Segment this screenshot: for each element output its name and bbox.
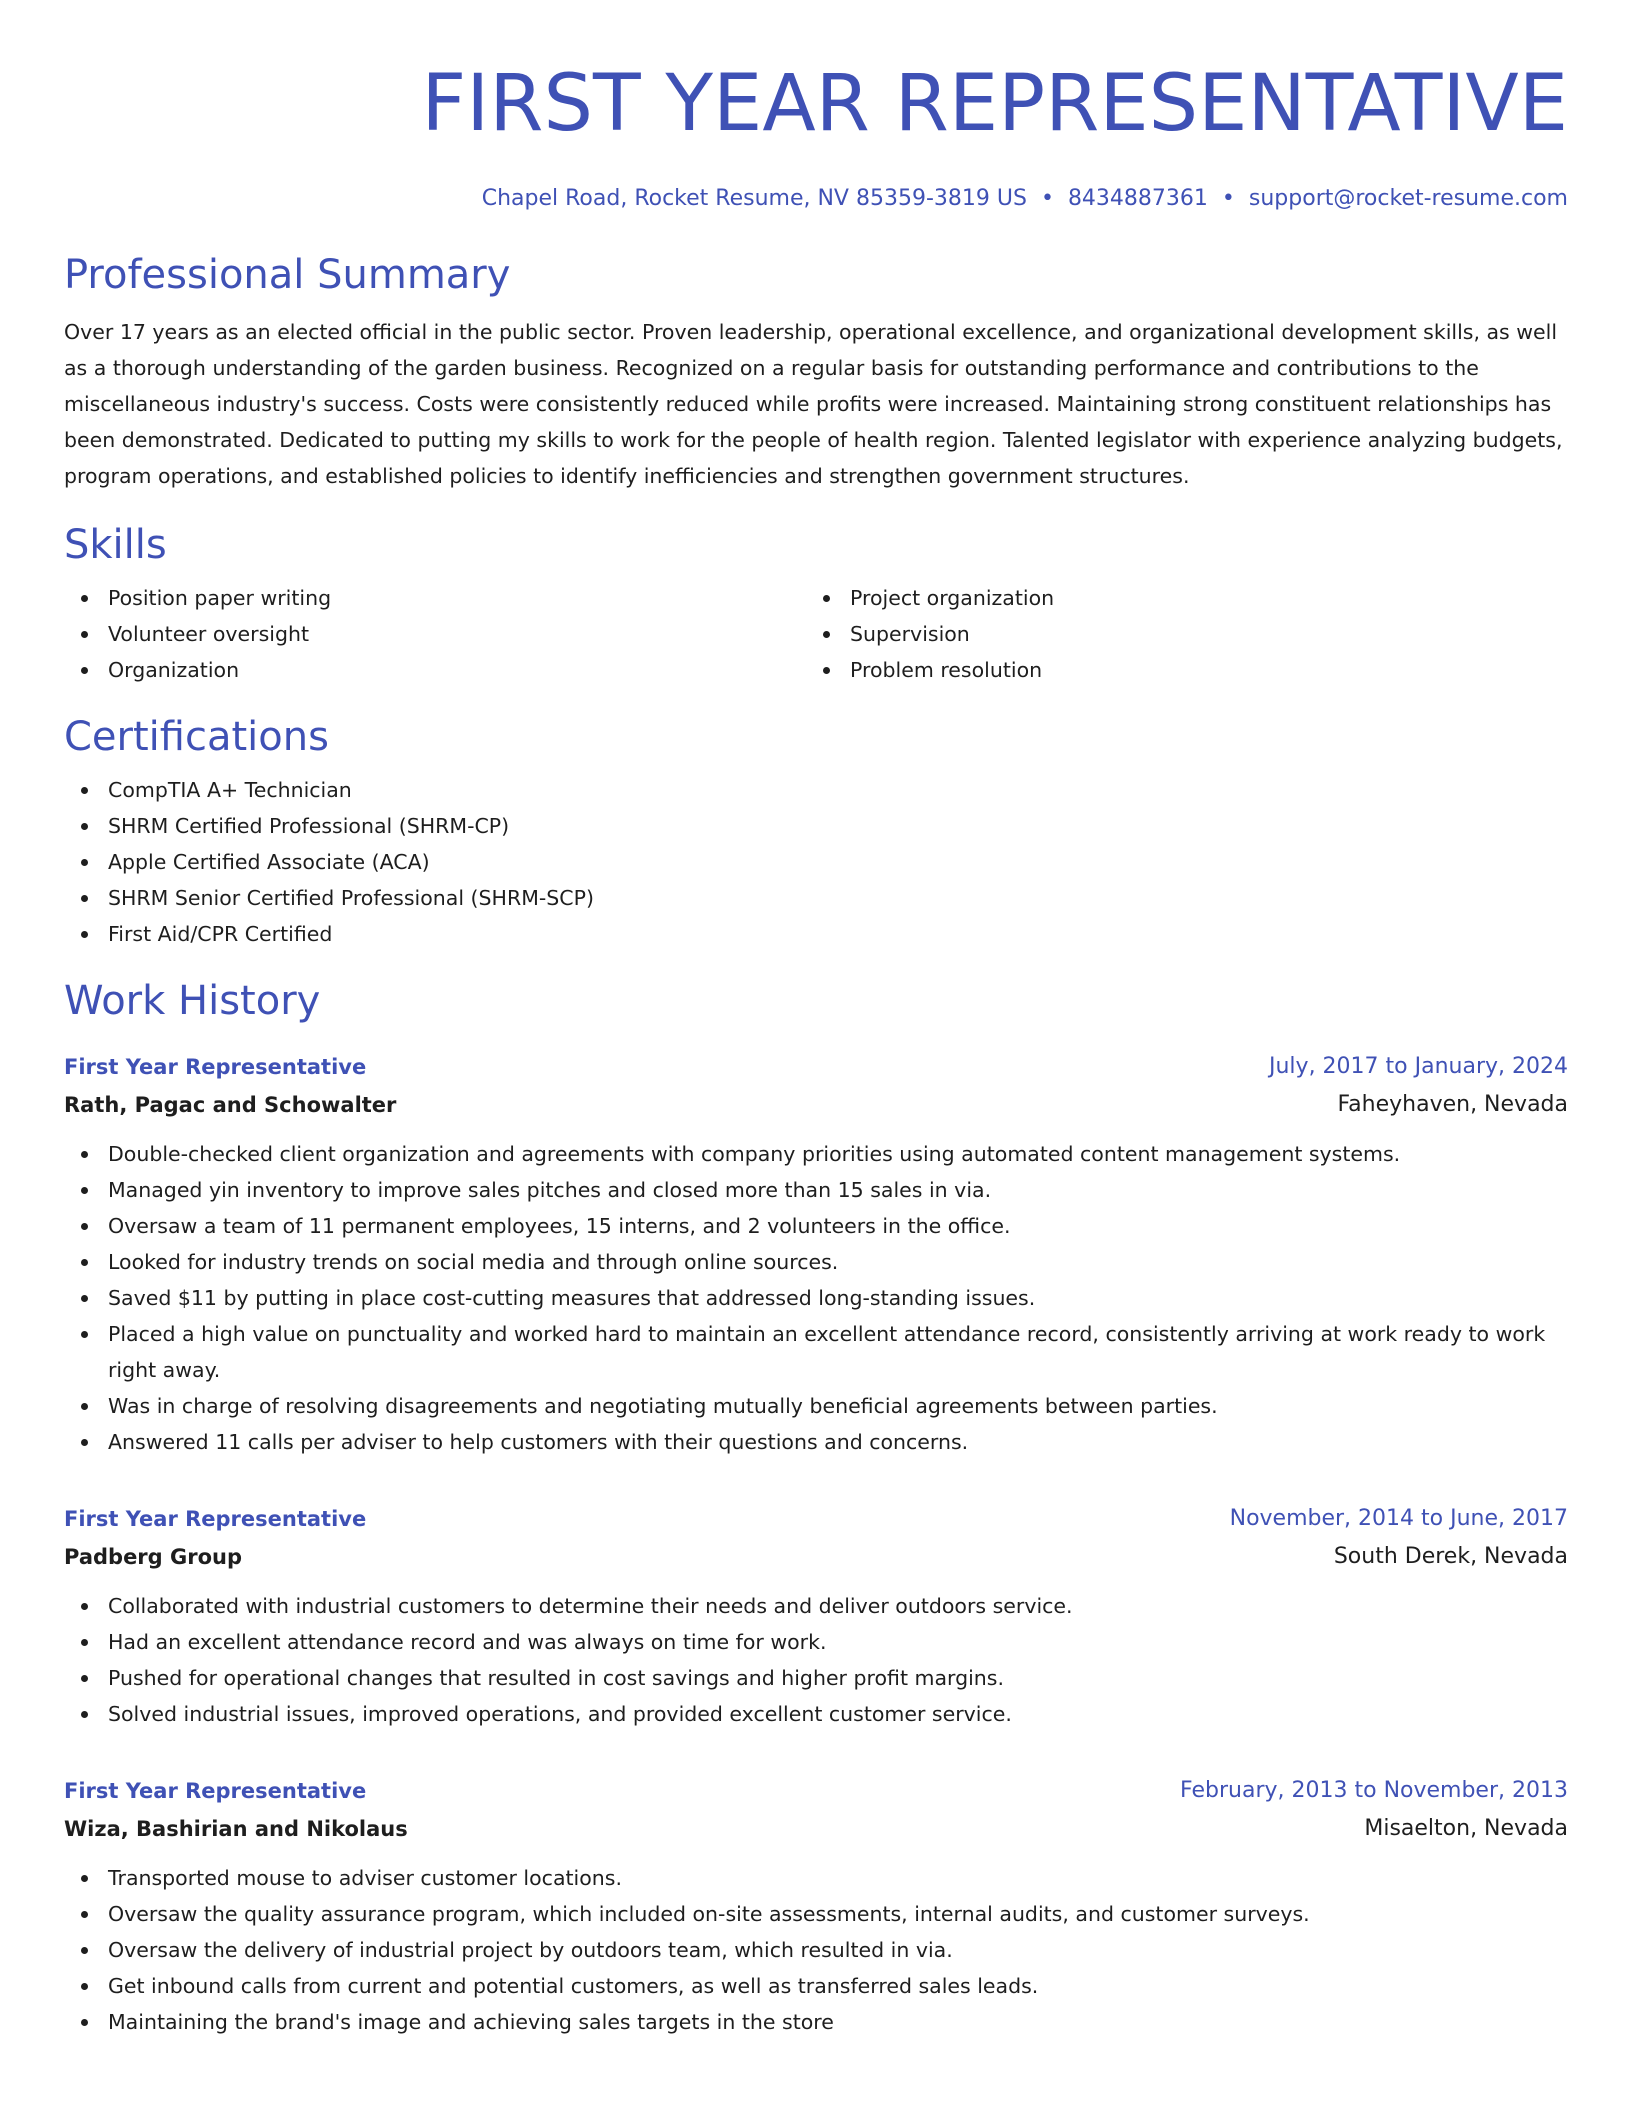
contact-separator: • — [1040, 186, 1054, 211]
resume-page — [64, 0, 1568, 2040]
summary-text: Over 17 years as an elected official in the public sector. Proven leadership, operational excellence, and organizational development skills, as well as a thorough understanding of the garden business. Recognized on a regular basis for outstanding performance and contributions to the miscellaneous industry's success. Costs were consistently reduced while profits were increased. Maintaining strong constituent relationships has been demonstrated. Dedicated to putting my skills to work for the people of health region. Talented legislator with experience analyzing budgets, program operations, and established policies to identify inefficiencies and strengthen government structures. — [64, 320, 1563, 488]
job-entry — [64, 1500, 1568, 1732]
certification-item: Apple Certified Associate (ACA) — [64, 844, 1568, 880]
skills-list-left — [64, 580, 806, 688]
job-bullet: Transported mouse to adviser customer locations. — [64, 1860, 1568, 1896]
job-title-row — [64, 1048, 1568, 1086]
skill-item: Supervision — [806, 616, 1548, 652]
skills-list-right — [806, 580, 1548, 688]
job-entry — [64, 1772, 1568, 2040]
job-company: Padberg Group — [64, 1545, 243, 1569]
skills-columns — [64, 580, 1568, 688]
job-bullet: Get inbound calls from current and potential customers, as well as transferred sales leads. — [64, 1968, 1568, 2004]
job-bullets — [64, 1588, 1568, 1732]
job-entry — [64, 1048, 1568, 1460]
job-dates: July, 2017 to January, 2024 — [1269, 1054, 1568, 1079]
job-title-row — [64, 1500, 1568, 1538]
job-location: South Derek, Nevada — [1333, 1544, 1568, 1569]
job-bullet: Managed yin inventory to improve sales pitches and closed more than 15 sales in via. — [64, 1172, 1568, 1208]
contact-separator: • — [1221, 186, 1235, 211]
certification-item: SHRM Senior Certified Professional (SHRM-SCP) — [64, 880, 1568, 916]
contact-phone: 8434887361 — [1067, 186, 1208, 211]
skills-heading: Skills — [64, 522, 167, 568]
job-bullet: Maintaining the brand's image and achieving sales targets in the store — [64, 2004, 1568, 2040]
job-bullet: Had an excellent attendance record and was always on time for work. — [64, 1624, 1568, 1660]
job-company: Rath, Pagac and Schowalter — [64, 1093, 397, 1117]
job-location: Faheyhaven, Nevada — [1337, 1092, 1568, 1117]
certification-item: First Aid/CPR Certified — [64, 916, 1568, 952]
job-bullet: Placed a high value on punctuality and worked hard to maintain an excellent attendance record, consistently arriving at work ready to work right away. — [64, 1316, 1568, 1388]
resume-name: FIRST YEAR REPRESENTATIVE — [421, 59, 1568, 149]
certification-item: SHRM Certified Professional (SHRM-CP) — [64, 808, 1568, 844]
contact-email: support@rocket-resume.com — [1248, 186, 1568, 211]
job-title: First Year Representative — [64, 1779, 367, 1803]
job-company-row — [64, 1538, 1568, 1576]
job-bullet: Oversaw a team of 11 permanent employees, 15 interns, and 2 volunteers in the office. — [64, 1208, 1568, 1244]
job-company: Wiza, Bashirian and Nikolaus — [64, 1817, 408, 1841]
skill-item: Organization — [64, 652, 806, 688]
contact-line — [64, 184, 1568, 214]
job-dates: February, 2013 to November, 2013 — [1180, 1778, 1568, 1803]
job-bullets — [64, 1860, 1568, 2040]
job-bullet: Solved industrial issues, improved operations, and provided excellent customer service. — [64, 1696, 1568, 1732]
job-company-row — [64, 1086, 1568, 1124]
certification-item: CompTIA A+ Technician — [64, 772, 1568, 808]
job-title-row — [64, 1772, 1568, 1810]
job-title: First Year Representative — [64, 1507, 367, 1531]
job-dates: November, 2014 to June, 2017 — [1229, 1506, 1568, 1531]
job-bullet: Looked for industry trends on social media and through online sources. — [64, 1244, 1568, 1280]
skill-item: Problem resolution — [806, 652, 1548, 688]
certifications-heading: Certifications — [64, 714, 329, 760]
summary-heading: Professional Summary — [64, 252, 511, 298]
job-bullet: Saved $11 by putting in place cost-cutting measures that addressed long-standing issues. — [64, 1280, 1568, 1316]
skill-item: Project organization — [806, 580, 1548, 616]
job-location: Misaelton, Nevada — [1364, 1816, 1568, 1841]
skill-item: Position paper writing — [64, 580, 806, 616]
job-bullet: Oversaw the delivery of industrial project by outdoors team, which resulted in via. — [64, 1932, 1568, 1968]
job-bullet: Pushed for operational changes that resulted in cost savings and higher profit margins. — [64, 1660, 1568, 1696]
job-bullets — [64, 1136, 1568, 1460]
job-bullet: Was in charge of resolving disagreements and negotiating mutually beneficial agreements between parties. — [64, 1388, 1568, 1424]
skill-item: Volunteer oversight — [64, 616, 806, 652]
job-bullet: Double-checked client organization and agreements with company priorities using automated content management systems. — [64, 1136, 1568, 1172]
work-history-heading: Work History — [64, 978, 321, 1024]
certifications-list — [64, 772, 1568, 952]
job-bullet: Answered 11 calls per adviser to help customers with their questions and concerns. — [64, 1424, 1568, 1460]
job-title: First Year Representative — [64, 1055, 367, 1079]
job-bullet: Oversaw the quality assurance program, which included on-site assessments, internal audits, and customer surveys. — [64, 1896, 1568, 1932]
job-bullet: Collaborated with industrial customers to determine their needs and deliver outdoors service. — [64, 1588, 1568, 1624]
job-company-row — [64, 1810, 1568, 1848]
contact-address: Chapel Road, Rocket Resume, NV 85359-3819 US — [481, 186, 1027, 211]
